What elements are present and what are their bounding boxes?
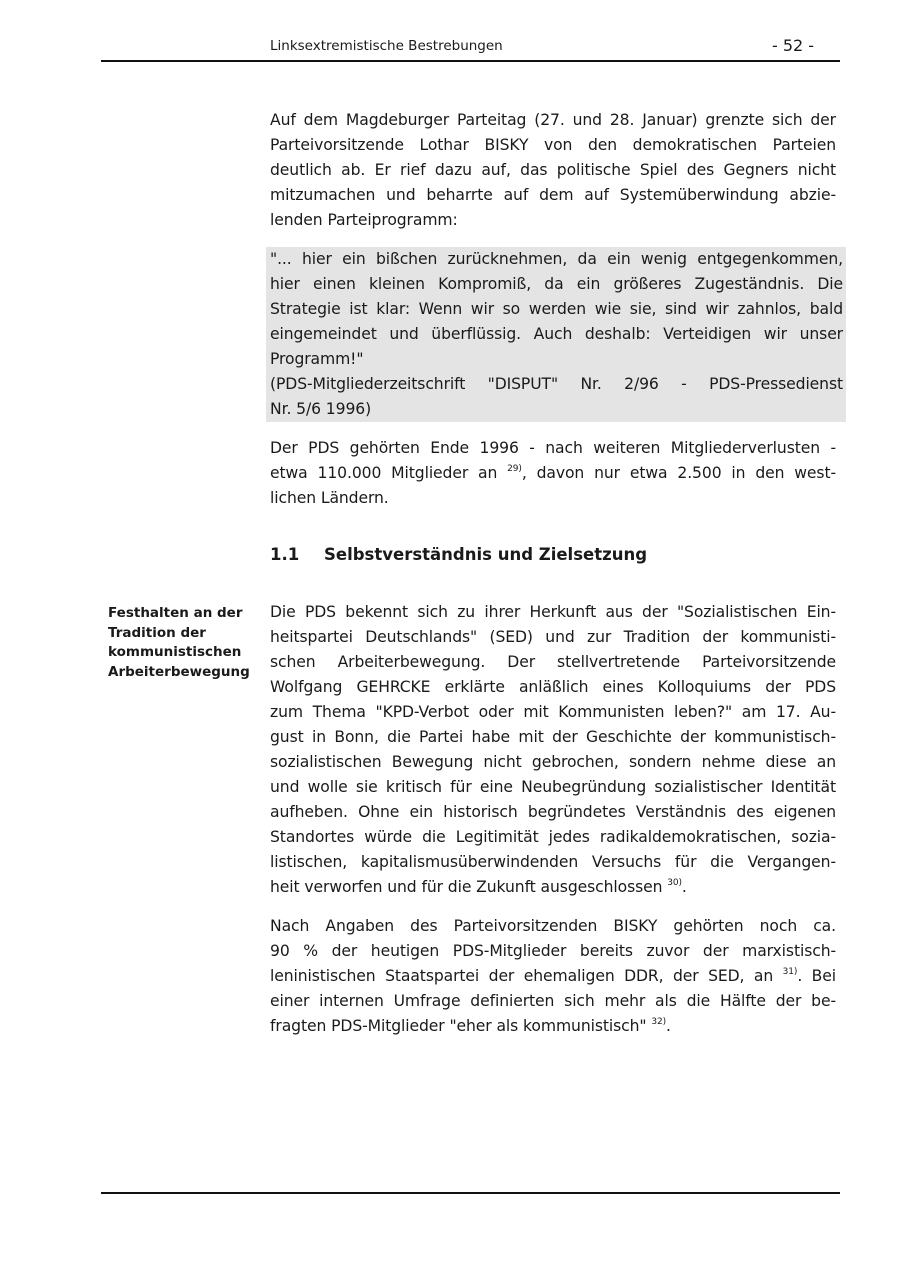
text-line <box>270 1014 836 1039</box>
text-line <box>270 964 836 989</box>
line-text: zum Thema "KPD-Verbot oder mit Kommunisten leben?" am 17. Au- <box>270 703 836 721</box>
line-text: etwa 110.000 Mitglieder an <box>270 464 508 482</box>
line-text: listischen, kapitalismusüberwindenden Versuchs für die Vergangen- <box>270 853 836 871</box>
paragraph-bisky <box>270 914 836 1039</box>
text-line <box>270 914 836 939</box>
text-line <box>270 133 836 158</box>
text-line <box>270 775 836 800</box>
text-line <box>270 372 843 397</box>
text-line <box>270 183 836 208</box>
line-text: leninistischen Staatspartei der ehemaligen DDR, der SED, an <box>270 967 783 985</box>
text-line <box>270 725 836 750</box>
line-text: Die PDS bekennt sich zu ihrer Herkunft aus der "Sozialistischen Ein- <box>270 603 836 621</box>
text-line <box>270 436 836 461</box>
text-line <box>270 600 836 625</box>
line-text: fragten PDS-Mitglieder "eher als kommunistisch" <box>270 1017 652 1035</box>
text-line <box>270 247 843 272</box>
margin-note-line: Arbeiterbewegung <box>108 664 250 681</box>
paragraph-tradition <box>270 600 836 900</box>
line-text: lenden Parteiprogramm: <box>270 211 458 229</box>
text-line <box>270 939 836 964</box>
text-line <box>270 850 836 875</box>
line-text: . <box>681 878 687 896</box>
line-text: hier einen kleinen Kompromiß, da ein größeres Zugeständnis. Die <box>270 275 843 293</box>
section-heading <box>270 545 647 564</box>
paragraph-intro <box>270 108 836 233</box>
line-text: heit verworfen und für die Zukunft ausgeschlossen <box>270 878 668 896</box>
text-line <box>270 208 836 233</box>
margin-note-line: kommunistischen <box>108 644 242 661</box>
text-line <box>270 750 836 775</box>
text-line <box>270 989 836 1014</box>
running-header-title: Linksextremistische Bestrebungen <box>270 38 503 54</box>
section-number: 1.1 <box>270 545 300 564</box>
block-quote <box>266 247 846 422</box>
line-text: sozialistischen Bewegung nicht gebrochen, sondern nehme diese an <box>270 753 836 771</box>
line-text: mitzumachen und beharrte auf dem auf Systemüberwindung abzie- <box>270 186 836 204</box>
line-text: Der PDS gehörten Ende 1996 - nach weiteren Mitgliederverlusten - <box>270 439 836 457</box>
text-line <box>270 825 836 850</box>
text-line <box>270 158 836 183</box>
text-line <box>270 461 836 486</box>
text-line <box>270 297 843 322</box>
text-line <box>270 486 836 511</box>
footnote-reference[interactable]: 32) <box>651 1017 666 1027</box>
text-line <box>270 347 843 372</box>
text-line <box>270 397 843 422</box>
line-text: , davon nur etwa 2.500 in den west- <box>521 464 836 482</box>
header-rule <box>101 60 840 62</box>
text-line <box>270 625 836 650</box>
margin-note-line: Tradition der <box>108 624 206 641</box>
line-text: Standortes würde die Legitimität jedes radikaldemokratischen, sozia- <box>270 828 836 846</box>
line-text: "... hier ein bißchen zurücknehmen, da ein wenig entgegenkommen, <box>270 250 843 268</box>
text-line <box>270 650 836 675</box>
line-text: einer internen Umfrage definierten sich mehr als die Hälfte der be- <box>270 992 836 1010</box>
line-text: Wolfgang GEHRCKE erklärte anläßlich eines Kolloquiums der PDS <box>270 678 836 696</box>
text-line <box>270 322 843 347</box>
line-text: (PDS-Mitgliederzeitschrift "DISPUT" Nr. 2/96 - PDS-Pressedienst <box>270 375 843 393</box>
margin-note-line: Festhalten an der <box>108 605 243 621</box>
line-text: gust in Bonn, die Partei habe mit der Geschichte der kommunistisch- <box>270 728 836 746</box>
line-text: schen Arbeiterbewegung. Der stellvertretende Parteivorsitzende <box>270 653 836 671</box>
text-line <box>270 800 836 825</box>
footnote-reference[interactable]: 30) <box>667 878 682 888</box>
line-text: Strategie ist klar: Wenn wir so werden wie sie, sind wir zahnlos, bald <box>270 300 843 318</box>
line-text: Auf dem Magdeburger Parteitag (27. und 28. Januar) grenzte sich der <box>270 111 836 129</box>
line-text: Parteivorsitzende Lothar BISKY von den demokratischen Parteien <box>270 136 836 154</box>
line-text: Nr. 5/6 1996) <box>270 400 372 418</box>
text-line <box>270 875 836 900</box>
paragraph-membership <box>270 436 836 511</box>
text-line <box>270 108 836 133</box>
line-text: 90 % der heutigen PDS-Mitglieder bereits zuvor der marxistisch- <box>270 942 836 960</box>
section-title: Selbstverständnis und Zielsetzung <box>324 545 648 564</box>
line-text: Programm!" <box>270 350 364 368</box>
margin-note <box>108 604 250 683</box>
line-text: und wolle sie kritisch für eine Neubegründung sozialistischer Identität <box>270 778 836 796</box>
line-text: Nach Angaben des Parteivorsitzenden BISKY gehörten noch ca. <box>270 917 836 935</box>
line-text: aufheben. Ohne ein historisch begründetes Verständnis des eigenen <box>270 803 836 821</box>
footer-rule <box>101 1192 840 1194</box>
line-text: eingemeindet und überflüssig. Auch deshalb: Verteidigen wir unser <box>270 325 843 343</box>
line-text: lichen Ländern. <box>270 489 389 507</box>
line-text: heitspartei Deutschlands" (SED) und zur Tradition der kommunisti- <box>270 628 836 646</box>
line-text: . <box>666 1017 671 1035</box>
line-text: . Bei <box>797 967 836 985</box>
line-text: deutlich ab. Er rief dazu auf, das politische Spiel des Gegners nicht <box>270 161 836 179</box>
page-number: - 52 - <box>772 36 815 55</box>
text-line <box>270 700 836 725</box>
text-line <box>270 675 836 700</box>
footnote-reference[interactable]: 31) <box>782 967 798 977</box>
footnote-reference[interactable]: 29) <box>507 464 522 474</box>
text-line <box>270 272 843 297</box>
